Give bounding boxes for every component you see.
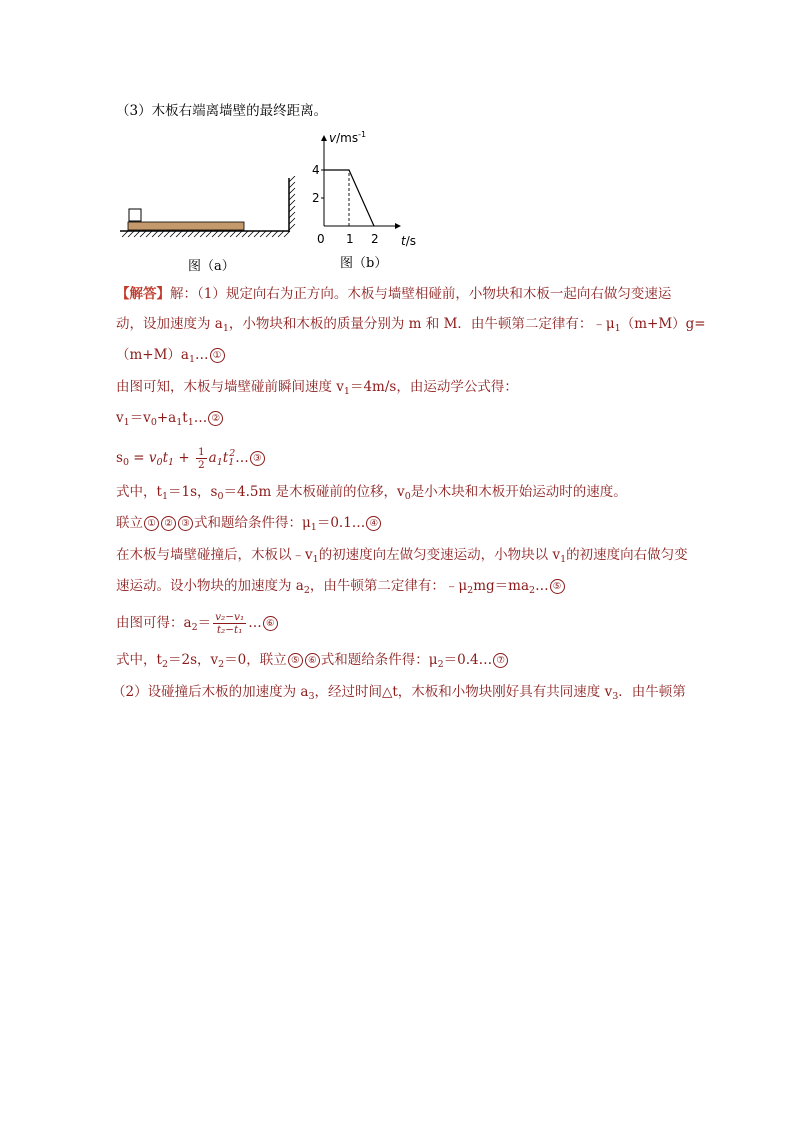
ground-hatch-line: [278, 231, 284, 237]
solution-line-11: 由图可得：$a_2=$ $\frac{\text{v₂−v₁}}{\text{t₂−t₁}}$ … ⑥: [116, 611, 279, 638]
eq-marker-4: ④: [366, 516, 381, 531]
x-tick-label-1: 1: [346, 232, 354, 246]
y-tick-label-4: 4: [312, 163, 320, 177]
ground-hatch-line: [236, 231, 242, 237]
eq-marker-5: ⑤: [550, 579, 565, 594]
solution-line-9: 在木板与墙壁碰撞后，木板以$﹣v_1$的初速度向左做匀变速运动，小物块以 $v_1$的初速度向右做匀变: [116, 547, 688, 565]
solution-line-5: $v_1=v_0+a_1t_1\dots$ ②: [116, 408, 224, 433]
ground-hatch-line: [266, 231, 272, 237]
figure-a-caption: 图（a）: [188, 259, 235, 274]
figure-b-chart: [300, 128, 430, 250]
solution-line-10: 速运动。设小物块的加速度为 $a_2$，由牛顿第二定律有：$﹣\mu_2mg=ma_2\dots$ ⑤: [116, 576, 566, 601]
solution-line-4: 由图可知，木板与墙壁碰前瞬间速度 $v_1=4m/s$，由运动学公式得：: [116, 379, 518, 397]
ground-hatch-line: [164, 231, 170, 237]
solution-line-3: $(m+M)a_1\dots$ ①: [116, 345, 226, 370]
solution-line-1: 【解答】解：（1）规定向右为正方向。木板与墙壁相碰前，小物块和木板一起向右做匀变速运: [116, 286, 672, 302]
ground-hatch: [122, 231, 290, 237]
ground-hatch-line: [254, 231, 260, 237]
ground-hatch-line: [200, 231, 206, 237]
wooden-board: [128, 222, 244, 230]
ground-hatch-line: [272, 231, 278, 237]
ground-hatch-line: [188, 231, 194, 237]
eq-marker-1: ①: [210, 348, 225, 363]
x-axis-label: t/s: [401, 234, 417, 248]
eq-marker-2b: ②: [161, 516, 176, 531]
solution-line-12: 式中，$t_2=2s$，$v_2=0$，联立 ⑤ ⑥ 式和题给条件得：$\mu_2=0.4\dots$ ⑦: [116, 650, 509, 675]
ground-hatch-line: [146, 231, 152, 237]
small-block: [129, 209, 141, 221]
solution-line-2: 动，设加速度为 $a_1$，小物块和木板的质量分别为 m 和 M．由牛顿第二定律有：$﹣\mu_1(m+M)g=$: [116, 316, 706, 334]
ground-hatch-line: [170, 231, 176, 237]
eq-marker-7: ⑦: [493, 653, 508, 668]
answer-tag: 【解答】: [116, 286, 170, 302]
figure-a-diagram: [118, 176, 298, 238]
ground-hatch-line: [140, 231, 146, 237]
solution-line-8: 联立 ① ② ③ 式和题给条件得：$\mu_1=0.1\dots$ ④: [116, 513, 382, 538]
ground-hatch-line: [218, 231, 224, 237]
ground-hatch-line: [284, 231, 290, 237]
eq-marker-1b: ①: [144, 516, 159, 531]
eq-marker-6: ⑥: [263, 616, 278, 631]
eq-marker-6b: ⑥: [305, 653, 320, 668]
eq-marker-3: ③: [250, 451, 265, 466]
ground-hatch-line: [260, 231, 266, 237]
fraction-accel: $\frac{\text{v₂−v₁}}{\text{t₂−t₁}}$: [215, 611, 245, 636]
ground-hatch-line: [152, 231, 158, 237]
y-tick-label-2: 2: [312, 191, 320, 205]
ground-hatch-line: [224, 231, 230, 237]
wall-hatch: [289, 176, 295, 230]
solution-line-6: $s_0 = v_0t_1$ + $\frac{1}{2}$ $a_1t_1^2\dots$ ③: [116, 444, 266, 473]
ground-hatch-line: [206, 231, 212, 237]
solution-line-7: 式中，$t_1=1s$，$s_0=4.5m$ 是木板碰前的位移，$v_0$是小木块和木板开始运动时的速度。: [116, 484, 627, 502]
ground-hatch-line: [230, 231, 236, 237]
ground-hatch-line: [134, 231, 140, 237]
ground-hatch-line: [176, 231, 182, 237]
fraction-half: $\frac{1}{2}$: [197, 446, 205, 471]
ground-hatch-line: [212, 231, 218, 237]
eq-marker-3b: ③: [178, 516, 193, 531]
figure-b-caption: 图（b）: [340, 256, 388, 271]
ground-hatch-line: [194, 231, 200, 237]
x-tick-label-0: 0: [317, 232, 325, 246]
ground-hatch-line: [182, 231, 188, 237]
eq-marker-5b: ⑤: [288, 653, 303, 668]
ground-hatch-line: [128, 231, 134, 237]
x-tick-label-2: 2: [371, 232, 379, 246]
ground-hatch-line: [122, 231, 128, 237]
ground-hatch-line: [242, 231, 248, 237]
y-axis-label: $v/ms^{-1}$: [329, 130, 367, 145]
ground-hatch-line: [248, 231, 254, 237]
solution-line-13: （2）设碰撞后木板的加速度为 $a_3$，经过时间△t，木板和小物块刚好具有共同速度 $v_3$．由牛顿第: [112, 684, 686, 702]
ground-hatch-line: [158, 231, 164, 237]
question-3: （3）木板右端离墙壁的最终距离。: [116, 103, 328, 119]
eq-marker-2: ②: [208, 411, 223, 426]
